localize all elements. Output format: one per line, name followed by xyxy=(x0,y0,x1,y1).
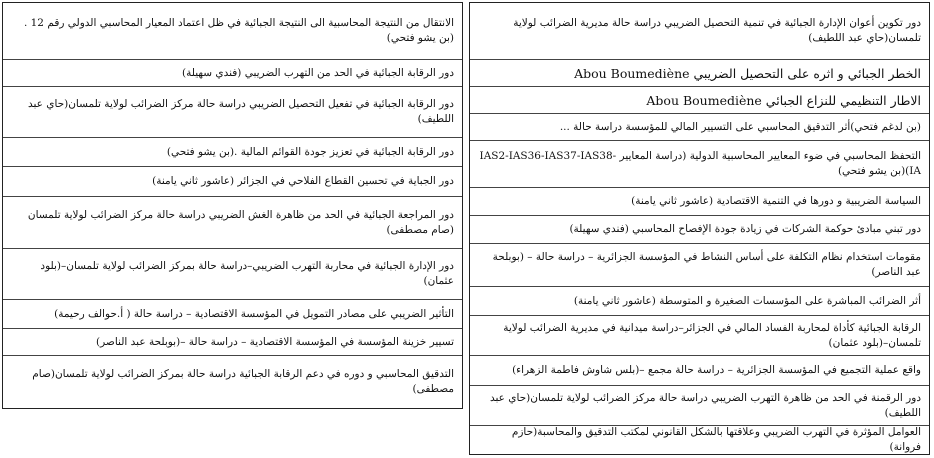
table-row xyxy=(3,300,462,329)
thesis-title: دور الإدارة الجبائية في محاربة التهرب الضريبي–دراسة حالة بمركز الضرائب لولاية تلمسان–(بلود عثمان) xyxy=(40,260,454,287)
thesis-title: دور الرقمنة في الحد من ظاهرة التهرب الضريبي دراسة حالة مركز الضرائب لولاية تلمسان(حاي عبد اللطيف) xyxy=(489,391,921,419)
table-row xyxy=(470,287,929,316)
thesis-title: دور الجباية في تحسين القطاع الفلاحي في الجزائر (عاشور ثاني يامنة) xyxy=(152,175,454,187)
thesis-title: دور الرقابة الجبائية في تعزيز جودة القوائم المالية .(بن يشو فتحي) xyxy=(166,145,454,158)
table-row xyxy=(3,356,462,407)
table-row xyxy=(470,3,929,60)
thesis-title: دور تكوين أعوان الإدارة الجبائية في تنمية التحصيل الضريبي دراسة حالة مديرية الضرائب لولاية تلمسان(حاي عبد اللطيف) xyxy=(513,17,921,44)
table-row xyxy=(3,3,462,60)
thesis-title: التحفظ المحاسبي في ضوء المعايير المحاسبية الدولية (دراسة المعايير IAS2-IAS36-IAS37-IAS38-IA)(بن يشو فتحي) xyxy=(479,150,921,177)
thesis-title: واقع عملية التجميع في المؤسسة الجزائرية – دراسة حالة مجمع –(بلس شاوش فاطمة الزهراء) xyxy=(512,364,921,376)
thesis-title: العوامل المؤثرة في التهرب الضريبي وعلاقتها بالشكل القانوني لمكتب التدقيق والمحاسبة(حازم فروانة) xyxy=(511,425,921,453)
table-row xyxy=(470,216,929,244)
table-row xyxy=(3,167,462,197)
table-row xyxy=(3,197,462,249)
table-row xyxy=(470,426,929,453)
thesis-title: مقومات استخدام نظام التكلفة على أساس النشاط في المؤسسة الجزائرية – دراسة حالة – (بوبلحة عبد الناصر) xyxy=(492,251,921,278)
thesis-title: الاطار التنظيمي للنزاع الجبائي Abou Boumediène xyxy=(646,92,921,108)
thesis-title: أثر الضرائب المباشرة على المؤسسات الصغيرة و المتوسطة (عاشور ثاني يامنة) xyxy=(573,294,921,307)
thesis-title: دور الرقابة الجبائية في الحد من التهرب الضريبي (فندي سهيلة) xyxy=(182,66,454,79)
table-row xyxy=(470,60,929,87)
table-row xyxy=(3,87,462,138)
table-row xyxy=(470,386,929,426)
table-row xyxy=(470,356,929,386)
table-row xyxy=(470,244,929,287)
thesis-title: تسيير خزينة المؤسسة في المؤسسة الاقتصادية – دراسة حالة –(بوبلحة عبد الناصر) xyxy=(96,335,454,348)
thesis-title: الرقابة الجبائية كأداة لمحاربة الفساد المالي في الجزائر–دراسة ميدانية في مديرية الضرائب لولاية تلمسان–(بلود عثمان) xyxy=(503,321,921,349)
table-row xyxy=(470,87,929,114)
thesis-title: التدقيق المحاسبي و دوره في دعم الرقابة الجبائية دراسة حالة بمركز الضرائب لولاية تلمسان(صام مصطفى) xyxy=(32,367,454,395)
left-title-table xyxy=(2,2,463,409)
thesis-title: دور المراجعة الجبائية في الحد من ظاهرة الغش الضريبي دراسة حالة مركز الضرائب لولاية تلمسان (صام مصطفى) xyxy=(27,208,454,236)
thesis-title: السياسة الضريبية و دورها في التنمية الاقتصادية (عاشور ثاني يامنة) xyxy=(631,195,921,207)
thesis-title: التأثير الضريبي على مصادر التمويل في المؤسسة الاقتصادية – دراسة حالة ( أ.حوالف رحيمة) xyxy=(54,307,454,320)
thesis-title: الخطر الجبائي و اثره على التحصيل الضريبي Abou Boumediène xyxy=(574,65,921,81)
table-row xyxy=(470,141,929,188)
table-row xyxy=(470,316,929,356)
thesis-title: الانتقال من النتيجة المحاسبية الى النتيجة الجبائية في ظل اعتماد المعيار المحاسبي الدولي رقم 12 .(بن يشو فتحي) xyxy=(23,17,454,44)
right-title-table xyxy=(469,2,930,455)
table-row xyxy=(3,138,462,167)
table-row xyxy=(3,329,462,356)
thesis-title: دور تبني مبادئ حوكمة الشركات في زيادة جودة الإفصاح المحاسبي (فندي سهيلة) xyxy=(569,223,921,235)
table-row xyxy=(3,60,462,87)
table-row xyxy=(470,114,929,141)
table-row xyxy=(3,249,462,300)
thesis-title: دور الرقابة الجبائية في تفعيل التحصيل الضريبي دراسة حالة مركز الضرائب لولاية تلمسان(حاي عبد اللطيف) xyxy=(27,98,454,125)
thesis-title: (بن لدغم فتحي)أثر التدقيق المحاسبي على التسيير المالي للمؤسسة دراسة حالة ... xyxy=(559,120,921,133)
table-row xyxy=(470,188,929,216)
